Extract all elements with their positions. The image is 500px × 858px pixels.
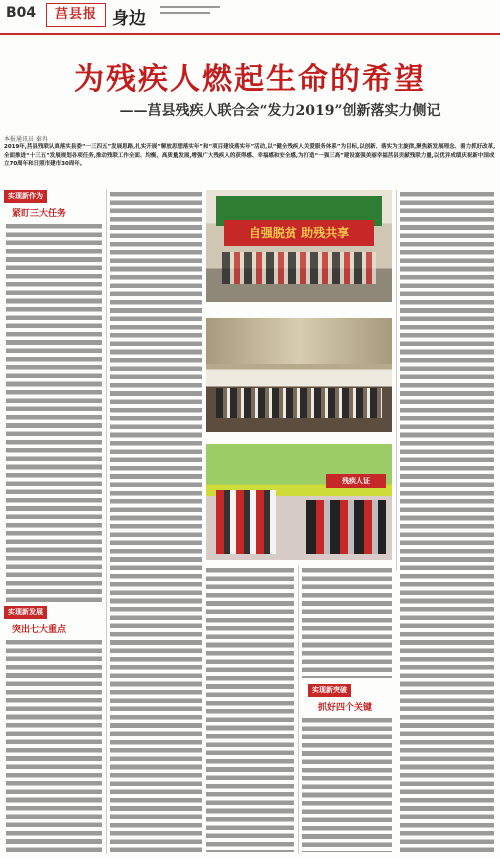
article-subtitle: ——莒县残疾人联合会“发力2019”创新落实力侧记 [119, 103, 441, 119]
outdoor-banner: 残疾人证 [326, 474, 386, 488]
article-lead: 2019年,莒县残联认真落实县委“一三四五”发展思路,扎实开展“解放思想落实年”和“项目建设落实年”活动,以“健全残疾人关爱服务体系”为目标,以创新、落实为主旋律,聚焦新发展理念、着力抓好改革,全面推进“十三五”发展规划各项任务,推动残联工作全面、均衡、高质量发展,增强广大残疾人的获得感、幸福感和安全感,为打造“一强三高”建设富强美丽幸福莒县贡献残联力量,以优异成绩庆祝新中国成立70周年和日照市建市30周年。 [4, 144, 496, 167]
section-tag-2: 实现新发展 [4, 606, 47, 619]
section-subhead-2: 突出七大重点 [12, 625, 67, 635]
article-title: 为残疾人燃起生命的希望 [74, 62, 426, 97]
section-tag-1: 实现新作为 [4, 190, 47, 203]
section-name: 身边 [112, 9, 146, 29]
header-rule [0, 33, 500, 35]
body-text-col2 [110, 190, 202, 852]
stage-banner: 自强脱贫 助残共享 [224, 220, 374, 246]
outdoor-photo [206, 444, 392, 560]
article-byline: 本报通讯员 秦冉 [4, 136, 48, 143]
newspaper-logo: 莒县报 [46, 3, 106, 27]
page-header [0, 0, 500, 34]
column-divider [106, 190, 107, 854]
stage-photo [206, 190, 392, 302]
body-text-col1a [6, 222, 102, 602]
body-text-col3a [206, 566, 294, 852]
section-tag-3: 实现新突破 [308, 684, 351, 697]
meeting-photo [206, 318, 392, 432]
body-text-col3b [302, 566, 392, 678]
body-text-col3c [302, 716, 392, 852]
page-number: B04 [6, 5, 37, 21]
header-meta-lines [160, 4, 220, 14]
body-text-col4 [400, 190, 494, 852]
section-subhead-3: 抓好四个关键 [318, 703, 373, 713]
section-subhead-1: 紧盯三大任务 [12, 209, 67, 219]
body-text-col1b [6, 638, 102, 852]
column-divider [298, 566, 299, 854]
column-divider [396, 190, 397, 570]
